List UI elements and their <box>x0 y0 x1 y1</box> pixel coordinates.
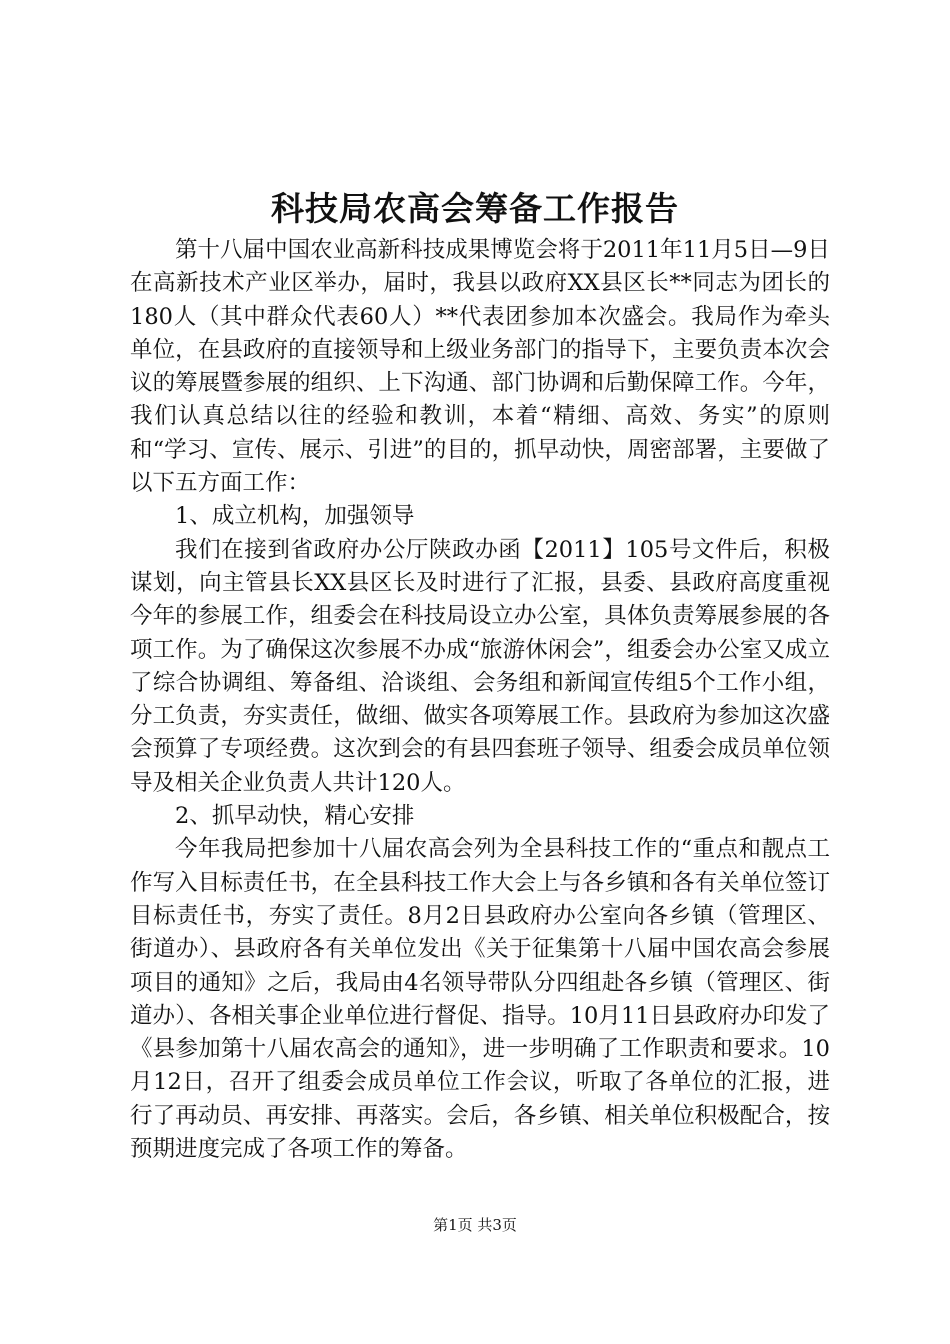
paragraph-intro: 第十八届中国农业高新科技成果博览会将于2011年11月5日—9日在高新技术产业区举办，届时，我县以政府XX县区长**同志为团长的180人（其中群众代表60人）**代表团参加本次盛会。我局作为牵头单位，在县政府的直接领导和上级业务部门的指导下，主要负责本次会议的筹展暨参展的组织、上下沟通、部门协调和后勤保障工作。今年，我们认真总结以往的经验和教训，本着“精细、高效、务实”的原则和“学习、宣传、展示、引进”的目的，抓早动快，周密部署，主要做了以下五方面工作： <box>130 237 830 497</box>
paragraph-section-1: 我们在接到省政府办公厅陕政办函【2011】105号文件后，积极谋划，向主管县长XX县区长及时进行了汇报，县委、县政府高度重视今年的参展工作，组委会在科技局设立办公室，具体负责筹展参展的各项工作。为了确保这次参展不办成“旅游休闲会”，组委会办公室又成立了综合协调组、筹备组、洽谈组、会务组和新闻宣传组5个工作小组，分工负责，夯实责任，做细、做实各项筹展工作。县政府为参加这次盛会预算了专项经费。这次到会的有县四套班子领导、组委会成员单位领导及相关企业负责人共计120人。 <box>130 536 830 796</box>
section-heading-1: 1、成立机构，加强领导 <box>175 503 415 530</box>
page-footer: 第1页 共3页 <box>433 1216 517 1234</box>
section-heading-2: 2、抓早动快，精心安排 <box>175 803 415 830</box>
document-title: 科技局农高会筹备工作报告 <box>271 189 679 228</box>
paragraph-section-2: 今年我局把参加十八届农高会列为全县科技工作的“重点和靓点工作写入目标责任书，在全县科技工作大会上与各乡镇和各有关单位签订目标责任书，夯实了责任。8月2日县政府办公室向各乡镇（管理区、街道办）、县政府各有关单位发出《关于征集第十八届中国农高会参展项目的通知》之后，我局由4名领导带队分四组赴各乡镇（管理区、街道办）、各相关事企业单位进行督促、指导。10月11日县政府办印发了《县参加第十八届农高会的通知》，进一步明确了工作职责和要求。10月12日，召开了组委会成员单位工作会议，听取了各单位的汇报，进行了再动员、再安排、再落实。会后，各乡镇、相关单位积极配合，按预期进度完成了各项工作的筹备。 <box>130 836 830 1163</box>
document-body <box>130 234 830 1166</box>
